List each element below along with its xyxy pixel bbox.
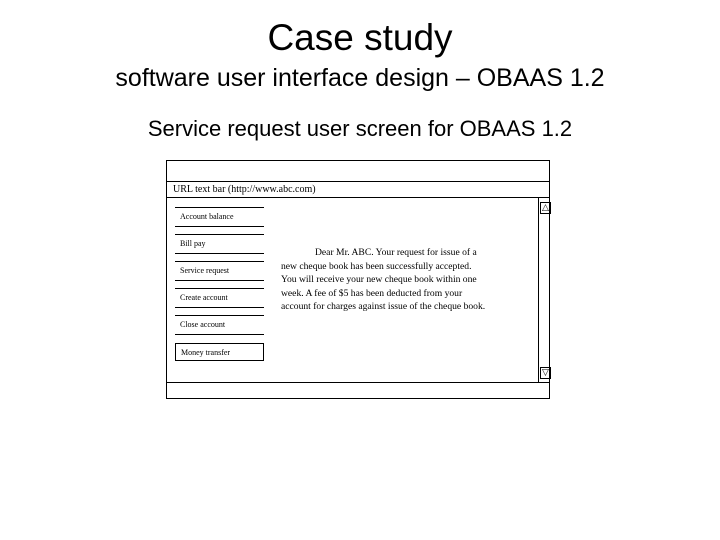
message-line: new cheque book has been successfully accepted. — [281, 260, 472, 272]
vertical-scrollbar[interactable] — [538, 198, 552, 382]
nav-item-account-balance[interactable]: Account balance — [175, 207, 264, 227]
nav-item-money-transfer[interactable]: Money transfer — [175, 343, 264, 361]
triangle-up-icon: △ — [542, 203, 549, 213]
window-title-bar — [167, 161, 549, 182]
nav-item-service-request[interactable]: Service request — [175, 261, 264, 281]
message-line: You will receive your new cheque book within one — [281, 274, 477, 285]
scroll-down-button[interactable] — [540, 367, 551, 379]
screen-wireframe — [166, 160, 550, 399]
nav-item-create-account[interactable]: Create account — [175, 288, 264, 308]
triangle-down-icon: ▽ — [542, 368, 549, 378]
message-line: Dear Mr. ABC. Your request for issue of a — [315, 247, 477, 258]
slide-title: Case study — [267, 17, 453, 58]
slide-caption: Service request user screen for OBAAS 1.2 — [147, 116, 573, 141]
url-text-bar[interactable]: URL text bar (http://www.abc.com) — [167, 182, 549, 198]
message-line: account for charges against issue of the cheque book. — [281, 301, 486, 312]
message-line: week. A fee of $5 has been deducted from your — [281, 287, 463, 299]
confirmation-message — [281, 246, 539, 314]
nav-item-bill-pay[interactable]: Bill pay — [175, 234, 264, 254]
slide-subtitle: software user interface design – OBAAS 1.2 — [115, 64, 605, 92]
bottom-divider — [167, 382, 549, 383]
scroll-up-button[interactable] — [540, 202, 551, 214]
nav-item-close-account[interactable]: Close account — [175, 315, 264, 335]
